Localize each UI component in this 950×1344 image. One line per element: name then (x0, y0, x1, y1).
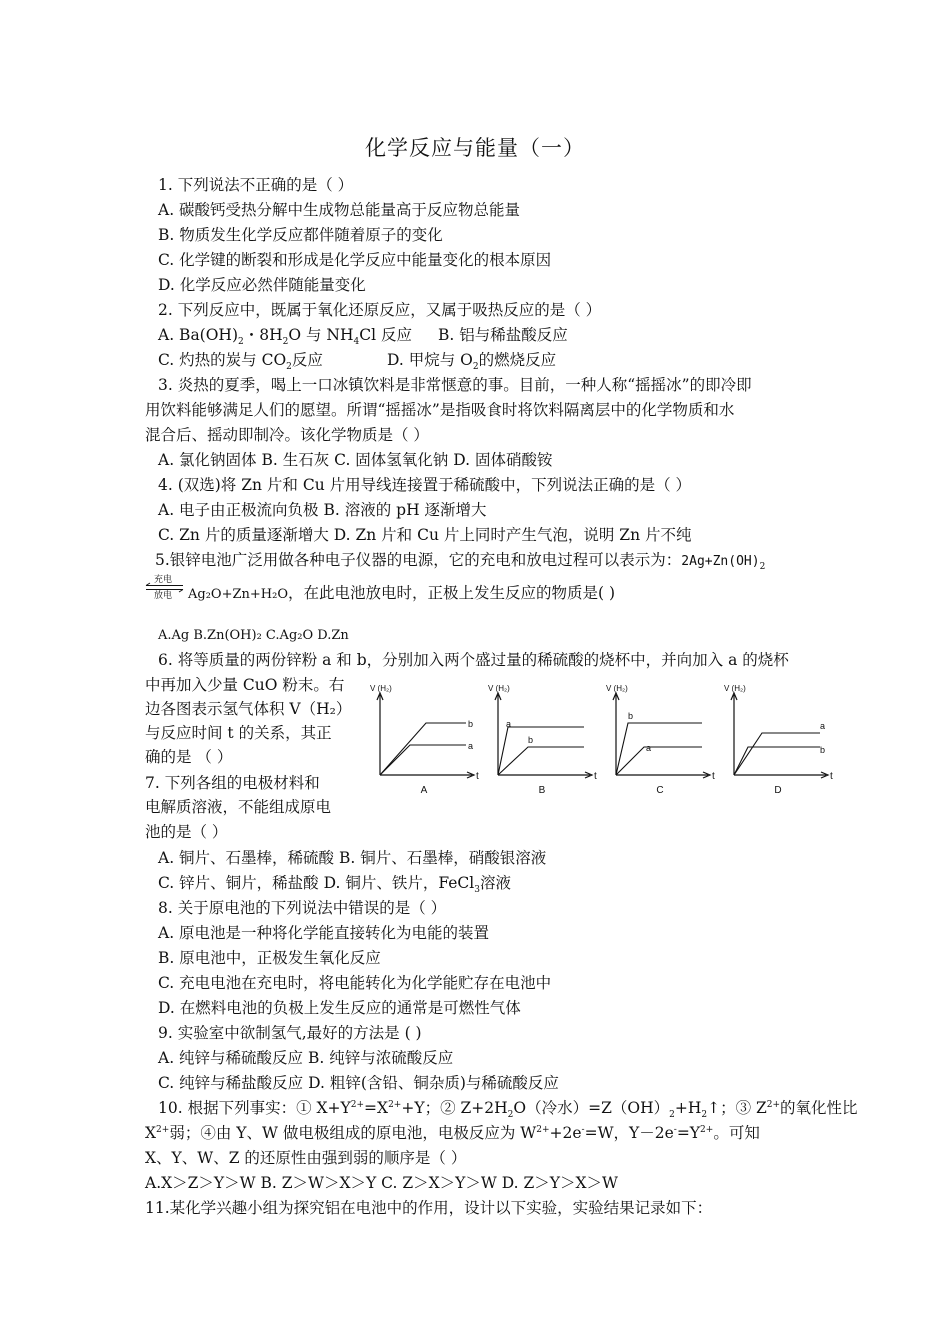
q2-option-b: B. 铝与稀盐酸反应 (438, 326, 568, 344)
q10-options: A.X＞Z＞Y＞W B. Z＞W＞X＞Y C. Z＞X＞Y＞W D. Z＞Y＞X＞W (145, 1174, 618, 1192)
graph-d-curve-a (734, 733, 820, 775)
q10-line-1: 10. 根据下列事实：① $X+Y^{2+}=X^{2+}+Y$；② $Z+2H_2O$（冷水）$=Z(OH)_2+H_2↑$；③ $Z^{2+}$的氧化性比 (158, 1099, 858, 1121)
graph-c-series-b-label: b (628, 711, 634, 721)
q10-line-2: $X^{2+}$弱；④由 Y、W 做电极组成的原电池，电极反应为 $W^{2+}+2e^-=W$，$Y-2e^-=Y^{2+}$。可知 (145, 1124, 760, 1142)
graph-a-curve-b (380, 723, 466, 775)
graph-b-xlabel: t (594, 771, 597, 782)
graph-c-curve-b (616, 747, 702, 775)
graph-a-xlabel: t (476, 771, 479, 782)
q2-stem: 2. 下列反应中，既属于氧化还原反应，又属于吸热反应的是（ ） (158, 301, 602, 319)
q4-stem: 4. (双选)将 Zn 片和 Cu 片用导线连接置于稀硫酸中，下列说法正确的是（ ） (158, 476, 692, 494)
q3-line-1: 3. 炎热的夏季，喝上一口冰镇饮料是非常惬意的事。目前，一种人称“摇摇冰”的即冷即 (158, 376, 752, 394)
q8-option-c: C. 充电电池在充电时，将电能转化为化学能贮存在电池中 (158, 974, 552, 992)
graph-c-xlabel: t (712, 771, 715, 782)
q11-line-1: 11.某化学兴趣小组为探究铝在电池中的作用，设计以下实验，实验结果记录如下： (145, 1199, 713, 1217)
q2-option-c: C. 灼热的炭与 $CO_2$反应 (158, 351, 323, 373)
graph-a-series-a-label: a (468, 741, 474, 751)
q8-option-d: D. 在燃料电池的负极上发生反应的通常是可燃性气体 (158, 999, 521, 1017)
graph-c-label: C (656, 785, 664, 796)
q3-line-3: 混合后、摇动即制冷。该化学物质是（ ） (145, 426, 429, 444)
q10-line-3: X、Y、W、Z 的还原性由强到弱的顺序是（ ） (145, 1149, 467, 1167)
q1-option-b: B. 物质发生化学反应都伴随着原子的变化 (158, 226, 443, 244)
q6-line-1: 6. 将等质量的两份锌粉 a 和 b，分别加入两个盛过量的稀硫酸的烧杯中，并向加入 a 的烧杯 (158, 651, 789, 669)
q7-options-cd: C. 锌片、铜片，稀盐酸 D. 铜片、铁片，FeCl$_3$溶液 (158, 874, 511, 896)
graph-d-curve-b (734, 747, 820, 775)
graph-c-ylabel: V (H₂) (606, 684, 628, 693)
q5-options: A.Ag B.Zn(OH)₂ C.Ag₂O D.Zn (158, 628, 349, 643)
q7-line-2: 电解质溶液，不能组成原电 (145, 798, 332, 816)
q6-line-3: 边各图表示氢气体积 V（H₂） (145, 700, 352, 718)
q9-options-ab: A. 纯锌与稀硫酸反应 B. 纯锌与浓硫酸反应 (158, 1049, 454, 1067)
q9-stem: 9. 实验室中欲制氢气,最好的方法是 ( ) (158, 1024, 422, 1042)
q6-line-2: 中再加入少量 CuO 粉末。右 (145, 676, 345, 694)
q3-options: A. 氯化钠固体 B. 生石灰 C. 固体氢氧化钠 D. 固体硝酸铵 (158, 451, 553, 469)
q8-option-a: A. 原电池是一种将化学能直接转化为电能的装置 (158, 924, 490, 942)
page-title: 化学反应与能量（一） (365, 136, 585, 160)
q1-option-c: C. 化学键的断裂和形成是化学反应中能量变化的根本原因 (158, 251, 552, 269)
q1-stem: 1. 下列说法不正确的是（ ） (158, 176, 354, 194)
graph-b-curve-a (498, 727, 584, 775)
graph-a-series-b-label: b (468, 719, 474, 729)
graph-b-series-a-label: a (506, 719, 512, 729)
graph-d-series-b-label: b (820, 745, 826, 755)
q1-option-d: D. 化学反应必然伴随能量变化 (158, 276, 366, 294)
graph-b-series-b-label: b (528, 735, 534, 745)
q5-line-2: Ag₂O+Zn+H₂O，在此电池放电时，正极上发生反应的物质是( ) (188, 584, 616, 602)
graph-d-ylabel: V (H₂) (724, 684, 746, 693)
charge-discharge-arrow: 充电 放电 (145, 574, 183, 602)
q9-options-cd: C. 纯锌与稀盐酸反应 D. 粗锌(含铅、铜杂质)与稀硫酸反应 (158, 1074, 559, 1092)
q6-line-5: 确的是 （ ） (145, 748, 233, 766)
graph-b-label: B (538, 785, 546, 796)
graph-d-series-a-label: a (820, 721, 826, 731)
q1-option-a: A. 碳酸钙受热分解中生成物总能量高于反应物总能量 (158, 201, 521, 219)
q2-option-d: D. 甲烷与 $O_2$的燃烧反应 (387, 351, 557, 373)
graph-b-ylabel: V (H₂) (488, 684, 510, 693)
graph-b-curve-b (498, 747, 584, 775)
graph-a-label: A (420, 785, 428, 796)
q8-stem: 8. 关于原电池的下列说法中错误的是（ ） (158, 899, 447, 917)
q4-options-cd: C. Zn 片的质量逐渐增大 D. Zn 片和 Cu 片上同时产生气泡，说明 Zn 片不纯 (158, 526, 692, 544)
q7-line-1: 7. 下列各组的电极材料和 (145, 774, 320, 792)
q5-line-1: 5.银锌电池广泛用做各种电子仪器的电源，它的充电和放电过程可以表示为：$2Ag+Zn(OH)_2$ (155, 551, 766, 573)
hydrogen-volume-graphs (360, 683, 833, 798)
graph-d-label: D (774, 785, 782, 796)
graph-d-xlabel: t (830, 771, 833, 782)
q7-line-3: 池的是（ ） (145, 823, 228, 841)
q2-option-a: A. $Ba(OH)_2$・$8H_2O$ 与 $NH_4Cl$ 反应 (158, 326, 412, 348)
graph-c-curve-a (616, 723, 702, 775)
graph-a-ylabel: V (H₂) (370, 684, 392, 693)
q4-options-ab: A. 电子由正极流向负极 B. 溶液的 pH 逐渐增大 (158, 501, 487, 519)
q7-options-ab: A. 铜片、石墨棒，稀硫酸 B. 铜片、石墨棒，硝酸银溶液 (158, 849, 547, 867)
q3-line-2: 用饮料能够满足人们的愿望。所谓“摇摇冰”是指吸食时将饮料隔离层中的化学物质和水 (145, 401, 735, 419)
q8-option-b: B. 原电池中，正极发生氧化反应 (158, 949, 381, 967)
q6-line-4: 与反应时间 t 的关系，其正 (145, 724, 332, 742)
graph-c-series-a-label: a (646, 743, 652, 753)
q6-graphs (360, 683, 833, 802)
